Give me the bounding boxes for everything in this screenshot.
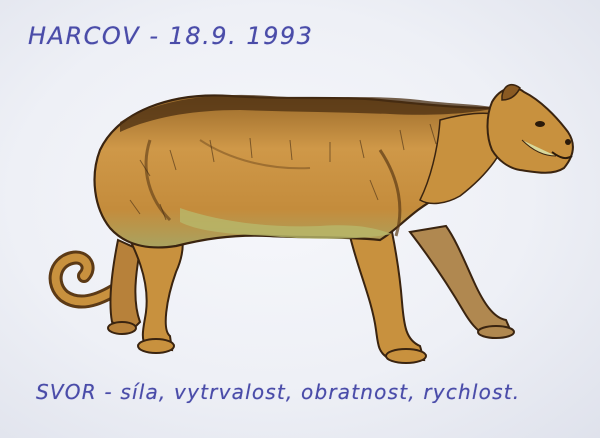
cougar-paw xyxy=(386,349,426,363)
cougar-paw xyxy=(108,322,136,334)
cougar-head xyxy=(488,88,573,173)
cougar-paw xyxy=(478,326,514,338)
cougar-paw xyxy=(138,339,174,353)
cougar-front-leg-near xyxy=(350,232,424,360)
cougar-front-leg-far xyxy=(410,226,512,336)
card-title: HARCOV - 18.9. 1993 xyxy=(28,22,314,50)
cougar-eye xyxy=(535,121,545,127)
card-caption: SVOR - síla, vytrvalost, obratnost, rychlost. xyxy=(36,380,521,404)
